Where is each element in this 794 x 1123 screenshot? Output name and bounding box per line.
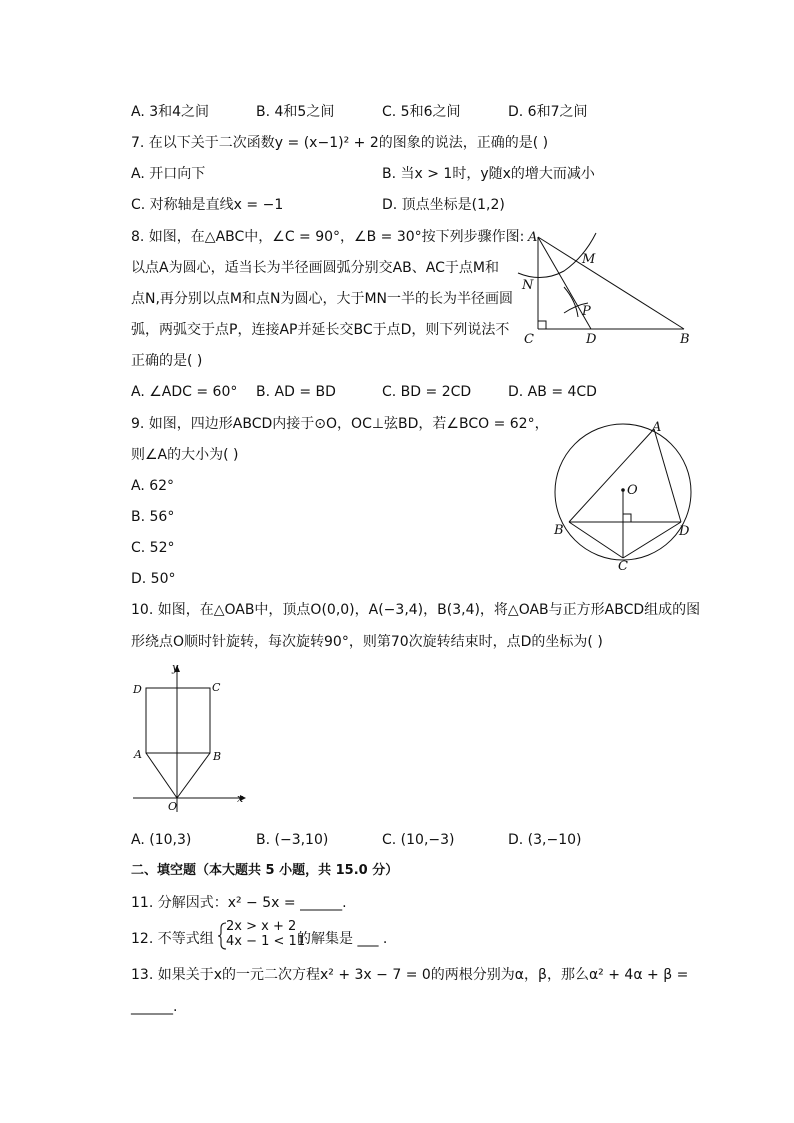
q10-option-a: A. (10,3) [131,832,192,848]
q10-option-b: B. (−3,10) [256,832,329,848]
q10-coordinate-figure [128,660,253,815]
q7-option-b: B. 当x > 1时，y随x的增大而减小 [382,166,595,182]
q8-option-c: C. BD = 2CD [382,384,472,400]
q9-option-c: C. 52° [131,540,175,556]
q9-stem-line-1: 9. 如图，四边形ABCD内接于⊙O，OC⊥弦BD，若∠BCO = 62°， [131,416,549,432]
q7-stem: 7. 在以下关于二次函数y = (x−1)² + 2的图象的说法，正确的是( ) [131,135,549,151]
q9-label-b: B [554,523,564,538]
q10-stem-line-2: 形绕点O顺时针旋转，每次旋转90°，则第70次旋转结束时，点D的坐标为( ) [131,634,603,650]
q9-option-a: A. 62° [131,478,175,494]
q10-label-d: D [133,683,142,696]
q9-label-c: C [618,559,628,574]
q9-label-a: A [652,420,662,435]
q8-stem-line-5: 正确的是( ) [131,353,203,369]
q10-label-b: B [213,750,222,763]
q6-option-c: C. 5和6之间 [382,104,461,120]
q10-option-c: C. (10,−3) [382,832,455,848]
q9-label-o: O [627,483,638,498]
q13-line-2: ______. [131,999,178,1015]
q12-suffix: 的解集是 ___ . [297,931,388,947]
q7-option-d: D. 顶点坐标是(1,2) [382,197,505,213]
q10-option-d: D. (3,−10) [508,832,582,848]
q9-label-d: D [679,524,690,539]
q8-label-b: B [680,332,690,347]
q9-option-b: B. 56° [131,509,175,525]
q8-triangle-figure [512,225,702,350]
q10-label-y: y [172,661,179,674]
q8-label-d: D [586,332,597,347]
q8-label-a: A [528,230,538,245]
q8-stem-line-2: 以点A为圆心，适当长为半径画圆弧分别交AB、AC于点M和 [131,260,499,276]
q6-option-a: A. 3和4之间 [131,104,210,120]
q11-text: 11. 分解因式：x² − 5x = ______. [131,895,347,911]
q10-label-c: C [212,681,221,694]
q10-stem-line-1: 10. 如图，在△OAB中，顶点O(0,0)，A(−3,4)，B(3,4)，将△OAB与正方形ABCD组成的图 [131,602,701,618]
section-2-title: 二、填空题（本大题共 5 小题，共 15.0 分） [131,863,399,878]
q10-label-x: x [237,792,244,805]
q10-label-a: A [134,748,142,761]
q8-stem-line-3: 点N,再分别以点M和点N为圆心，大于MN一半的长为半径画圆 [131,291,514,307]
q8-option-b: B. AD = BD [256,384,336,400]
q10-label-o: O [168,800,178,813]
q12-system-row-1: 2x > x + 2 [226,919,297,934]
q7-option-a: A. 开口向下 [131,166,206,182]
q6-option-d: D. 6和7之间 [508,104,588,120]
q8-label-c: C [524,332,534,347]
q8-stem-line-4: 弧，两弧交于点P，连接AP并延长交BC于点D，则下列说法不 [131,322,510,338]
q12-system-row-2: 4x − 1 < 11 [226,934,306,949]
q7-option-c: C. 对称轴是直线x = −1 [131,197,284,213]
q8-label-m: M [582,252,596,267]
q8-stem-line-1: 8. 如图，在△ABC中，∠C = 90°，∠B = 30°按下列步骤作图: [131,229,525,245]
q13-line-1: 13. 如果关于x的一元二次方程x² + 3x − 7 = 0的两根分别为α，β，那么α² + 4α + β = [131,967,689,983]
q9-stem-line-2: 则∠A的大小为( ) [131,447,239,463]
q12-prefix: 12. 不等式组 [131,931,214,947]
q8-label-n: N [522,278,534,293]
q8-option-a: A. ∠ADC = 60° [131,384,238,400]
q8-label-p: P [582,304,591,319]
q8-option-d: D. AB = 4CD [508,384,597,400]
q9-circle-figure [548,410,708,575]
q6-option-b: B. 4和5之间 [256,104,335,120]
q9-option-d: D. 50° [131,571,176,587]
